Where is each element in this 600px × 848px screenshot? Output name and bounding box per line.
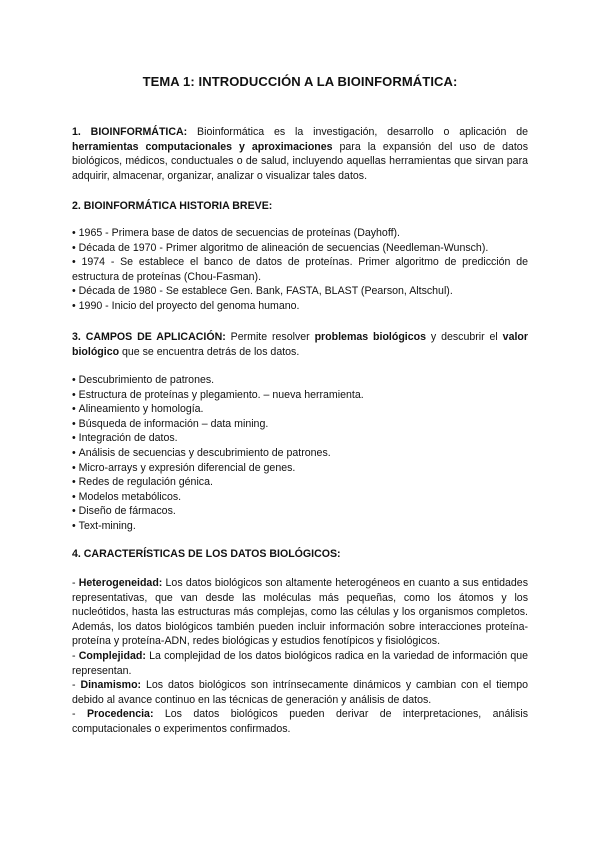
section-bioinformatica bbox=[72, 125, 528, 183]
list-item: • Estructura de proteínas y plegamiento. – nueva herramienta. bbox=[72, 388, 528, 403]
section-bold-text: problemas biológicos bbox=[314, 331, 427, 343]
applications-list bbox=[72, 373, 528, 534]
list-item: • 1965 - Primera base de datos de secuencias de proteínas (Dayhoff). bbox=[72, 226, 528, 241]
section-campos bbox=[72, 330, 528, 359]
section-heading-historia: 2. BIOINFORMÁTICA HISTORIA BREVE: bbox=[72, 200, 273, 212]
item-term: Heterogeneidad: bbox=[78, 577, 163, 589]
item-term: Procedencia: bbox=[86, 708, 154, 721]
characteristic-item bbox=[72, 678, 528, 707]
page-title: TEMA 1: INTRODUCCIÓN A LA BIOINFORMÁTICA: bbox=[142, 74, 458, 89]
section-bold-text: herramientas computacionales y aproximaciones bbox=[72, 140, 333, 153]
item-term: Complejidad: bbox=[78, 649, 146, 662]
item-dash: - bbox=[72, 649, 79, 662]
item-dash: - bbox=[72, 708, 87, 721]
list-item: • Micro-arrays y expresión diferencial de genes. bbox=[72, 461, 528, 476]
section-heading: 1. BIOINFORMÁTICA: bbox=[72, 126, 188, 138]
list-item: • Descubrimiento de patrones. bbox=[72, 373, 528, 388]
list-item: • 1974 - Se establece el banco de datos de proteínas. Primer algoritmo de predicción de estructura de proteínas (Chou-Fasman). bbox=[72, 255, 528, 284]
characteristic-item bbox=[72, 576, 528, 649]
characteristics-list bbox=[72, 576, 528, 737]
list-item: • Diseño de fármacos. bbox=[72, 504, 528, 519]
list-item: • Análisis de secuencias y descubrimiento de patrones. bbox=[72, 446, 528, 461]
list-item: • Década de 1980 - Se establece Gen. Bank, FASTA, BLAST (Pearson, Altschul). bbox=[72, 284, 528, 299]
list-item: • Text-mining. bbox=[72, 519, 528, 534]
item-dash: - bbox=[72, 577, 79, 589]
section-text: Bioinformática es la investigación, desarrollo o aplicación de bbox=[187, 126, 528, 138]
section-heading-caracteristicas: 4. CARACTERÍSTICAS DE LOS DATOS BIOLÓGICOS: bbox=[72, 548, 341, 560]
section-text: Permite resolver bbox=[225, 331, 315, 343]
section-text: que se encuentra detrás de los datos. bbox=[119, 345, 300, 358]
item-dash: - bbox=[72, 679, 81, 692]
section-bold-text: valor biológico bbox=[72, 331, 528, 358]
list-item: • Alineamiento y homología. bbox=[72, 402, 528, 417]
characteristic-item bbox=[72, 707, 528, 736]
list-item: • Modelos metabólicos. bbox=[72, 490, 528, 505]
section-text: y descubrir el bbox=[426, 331, 503, 343]
list-item: • 1990 - Inicio del proyecto del genoma humano. bbox=[72, 299, 528, 314]
item-description: La complejidad de los datos biológicos radica en la variedad de información que representan. bbox=[72, 649, 528, 677]
section-heading: 3. CAMPOS DE APLICACIÓN: bbox=[72, 331, 226, 343]
item-term: Dinamismo: bbox=[80, 679, 142, 692]
item-description: Los datos biológicos son altamente heterogéneos en cuanto a sus entidades representativas, que van desde las moléculas más pequeñas, como los átomos y los nucleótidos, hasta las estructuras más complejas, como las células y los organismos completos. Además, los datos biológicos también pueden incluir información sobre interacciones proteína-proteína y proteína-ADN, redes biológicas y estudios fenotípicos y fisiológicos. bbox=[72, 577, 528, 648]
item-description: Los datos biológicos pueden derivar de interpretaciones, análisis computacionales o experimentos confirmados. bbox=[72, 708, 528, 735]
list-item: • Búsqueda de información – data mining. bbox=[72, 417, 528, 432]
section-text: para la expansión del uso de datos biológicos, médicos, conductuales o de salud, incluyendo aquellas herramientas que sirvan para adquirir, almacenar, organizar, analizar o visualizar tales datos. bbox=[72, 140, 528, 182]
item-description: Los datos biológicos son intrínsecamente dinámicos y cambian con el tiempo debido al avance continuo en las técnicas de generación y análisis de datos. bbox=[72, 679, 528, 706]
list-item: • Redes de regulación génica. bbox=[72, 475, 528, 490]
list-item: • Integración de datos. bbox=[72, 431, 528, 446]
list-item: • Década de 1970 - Primer algoritmo de alineación de secuencias (Needleman-Wunsch). bbox=[72, 241, 528, 256]
characteristic-item bbox=[72, 649, 528, 678]
history-list bbox=[72, 226, 528, 314]
